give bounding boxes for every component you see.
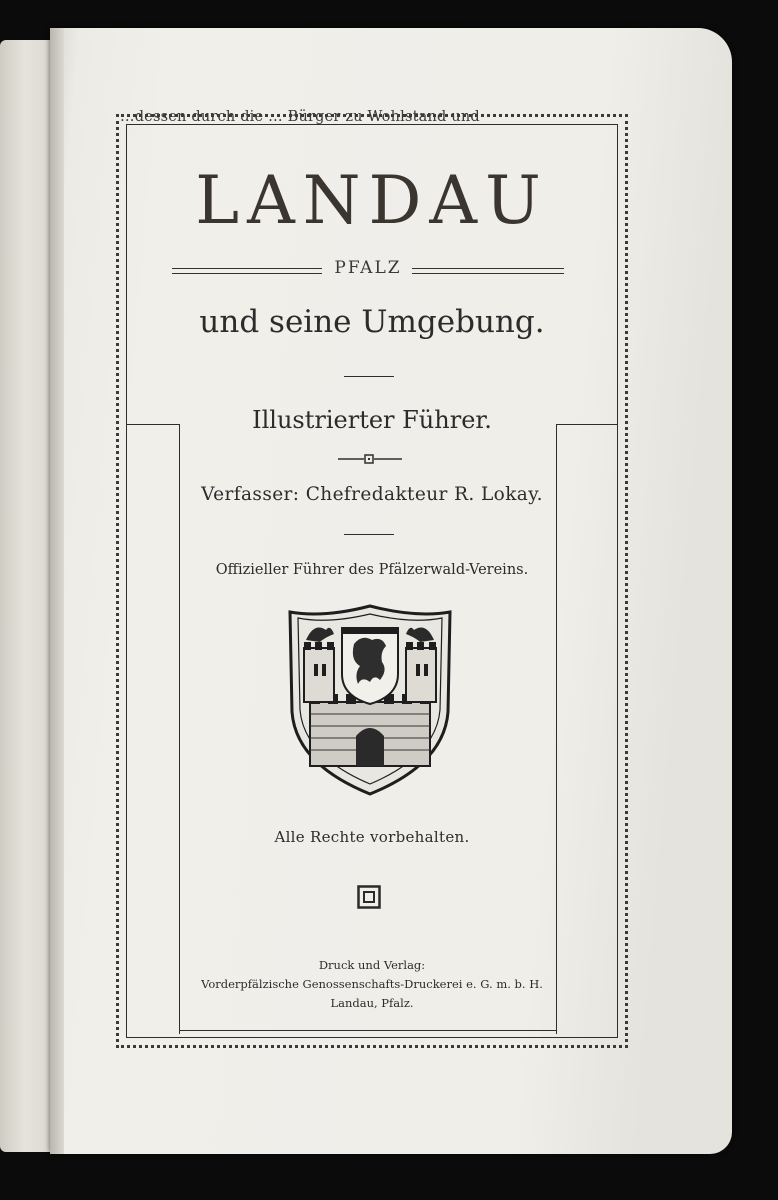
official-guide-note: Offizieller Führer des Pfälzerwald-Vereins.: [215, 562, 529, 578]
imprint-line-1: Druck und Verlag:: [318, 958, 426, 972]
left-side-panel: [126, 424, 180, 1034]
bottom-rule: [180, 1030, 556, 1031]
rights-notice: Alle Rechte vorbehalten.: [274, 828, 470, 846]
subtitle: und seine Umgebung.: [199, 304, 545, 340]
separator-rule: [344, 376, 394, 377]
separator-rule-2: [344, 534, 394, 535]
bleed-through-text: …dessen durch die … Bürger zu Wohlstand und: [120, 109, 480, 125]
diamond-ornament-icon: [338, 452, 402, 466]
author-line: Verfasser: Chefredakteur R. Lokay.: [201, 484, 543, 505]
imprint-block: [126, 956, 618, 1013]
region-label: PFALZ: [334, 258, 402, 278]
imprint-line-3: Landau, Pfalz.: [330, 996, 414, 1010]
coat-of-arms-icon: [284, 604, 456, 796]
region-line: [172, 258, 564, 284]
page-spine-shadow: [50, 28, 64, 1154]
imprint-line-2: Vorderpfälzische Genossenschafts-Druckerei e. G. m. b. H.: [201, 977, 543, 991]
right-side-panel: [556, 424, 618, 1034]
double-rule-right: [412, 268, 564, 274]
guide-label: Illustrierter Führer.: [252, 406, 492, 434]
page-title: LANDAU: [195, 162, 549, 239]
square-ornament-icon: [357, 885, 381, 909]
